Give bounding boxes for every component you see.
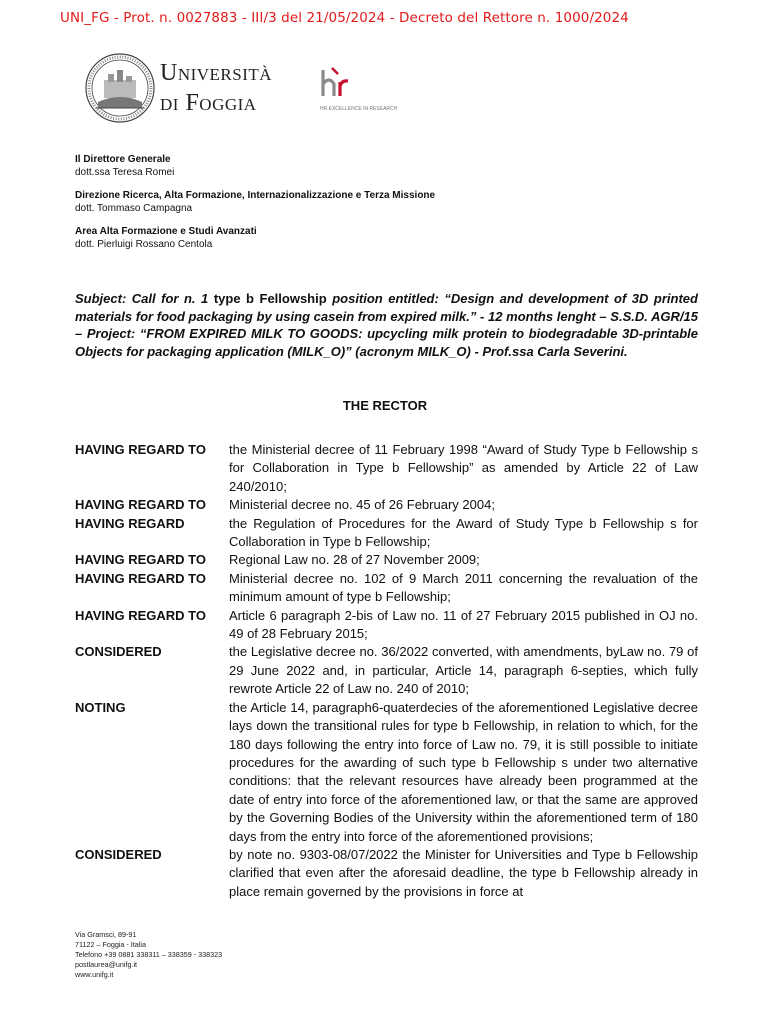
- office-person: dott. Pierluigi Rossano Centola: [75, 239, 213, 250]
- hr-caption: HR EXCELLENCE IN RESEARCH: [320, 106, 398, 112]
- letterhead-logos: [84, 52, 414, 122]
- university-name-line1: Università: [160, 60, 273, 86]
- footer-phone: Telefono +39 0881 338311 – 338359 - 338323: [75, 950, 223, 959]
- clause: [75, 570, 698, 607]
- office-person: dott. Tommaso Campagna: [75, 203, 193, 214]
- rector-heading: THE RECTOR: [342, 398, 428, 413]
- subject-part3: position entitled: “Design and development of 3D printed materials for food packaging by using casein from expired milk.” - 12 months lenght – S.S.D. AGR/15 – Project: “FROM EXPIRED MILK TO GOODS: upcycling milk protein to biodegradable 3D-printable Objects for packaging application (MILK_O)” (acronym MILK_O) - Prof.ssa Carla Severini.: [75, 291, 698, 359]
- clause-label: NOTING: [75, 699, 126, 715]
- clause: [75, 515, 698, 552]
- offices-block: [75, 153, 435, 261]
- clause-label: HAVING REGARD TO: [75, 552, 206, 568]
- office-person: dott.ssa Teresa Romei: [75, 167, 175, 178]
- footer-city: 71122 – Foggia - Italia: [75, 940, 146, 949]
- office-title: Direzione Ricerca, Alta Formazione, Internazionalizzazione e Terza Missione: [75, 190, 436, 201]
- office-entry: [75, 189, 435, 215]
- clause-label: HAVING REGARD TO: [75, 442, 206, 457]
- university-name-line2: di Foggia: [160, 90, 257, 116]
- clause-label: CONSIDERED: [75, 846, 162, 862]
- subject-part2: type b Fellowship: [213, 291, 327, 306]
- office-title: Area Alta Formazione e Studi Avanzati: [75, 226, 257, 237]
- clause: [75, 699, 698, 846]
- clause-text: Regional Law no. 28 of 27 November 2009;: [229, 552, 480, 568]
- subject-part1: Subject: Call for n. 1: [75, 291, 209, 306]
- clause: [75, 846, 698, 901]
- clause-label: HAVING REGARD TO: [75, 570, 206, 586]
- university-name: [160, 58, 272, 118]
- protocol-stamp: UNI_FG - Prot. n. 0027883 - III/3 del 21/05/2024 - Decreto del Rettore n. 1000/2024: [60, 10, 629, 26]
- footer-website: www.unifg.it: [75, 970, 114, 979]
- clause-text: the Article 14, paragraph6-quaterdecies of the aforementioned Legislative decree lays down the transitional rules for type b Fellowship, in relation to which, for the 180 days following the entry into force of Law no. 79, it is still possible to initiate procedures for the awarding of such type b Fellowship s under two alternative conditions: that the relevant resources have already been programmed at the date of entry into force of the aforementioned law, or that the same are approved by the Governing Bodies of the University within the aforementioned term of 180 days from the entry into force of the aforementioned provisions;: [229, 699, 698, 844]
- clause: [75, 607, 698, 644]
- clause-label: CONSIDERED: [75, 644, 162, 660]
- clause-text: the Ministerial decree of 11 February 1998 “Award of Study Type b Fellowship s for Collaboration in Type b Fellowship” as amended by Article 22 of Law 240/2010;: [229, 442, 698, 494]
- hr-excellence-logo-icon: [320, 66, 350, 100]
- footer-street: Via Gramsci, 89-91: [75, 930, 137, 939]
- office-entry: [75, 225, 435, 251]
- clause-label: HAVING REGARD TO: [75, 607, 206, 623]
- clause-text: Ministerial decree no. 45 of 26 February 2004;: [229, 497, 495, 513]
- clause: [75, 551, 698, 569]
- clauses-list: [75, 441, 698, 901]
- clause: [75, 441, 698, 496]
- clause: [75, 643, 698, 698]
- clause: [75, 496, 698, 514]
- clause-text: Article 6 paragraph 2-bis of Law no. 11 of 27 February 2015 published in OJ no. 49 of 28 February 2015;: [229, 607, 698, 642]
- clause-text: the Legislative decree no. 36/2022 converted, with amendments, byLaw no. 79 of 29 June 2022 and, in particular, Article 14, paragraph 6-septies, which fully rewrote Article 22 of Law no. 240 of 2010;: [229, 644, 698, 697]
- clause-label: HAVING REGARD: [75, 515, 185, 531]
- clause-text: by note no. 9303-08/07/2022 the Minister for Universities and Type b Fellowship clarified that even after the aforesaid deadline, the type b Fellowship already in place remain governed by the provisions in force at: [229, 846, 698, 899]
- clause-label: HAVING REGARD TO: [75, 497, 206, 513]
- footer-address: [75, 930, 222, 980]
- office-entry: [75, 153, 435, 179]
- clause-text: the Regulation of Procedures for the Award of Study Type b Fellowship s for Collaboration in Type b Fellowship;: [229, 515, 698, 550]
- subject-paragraph: [75, 290, 698, 360]
- footer-email: postlaurea@unifg.it: [75, 960, 138, 969]
- university-seal-icon: [84, 52, 156, 124]
- clause-text: Ministerial decree no. 102 of 9 March 2011 concerning the revaluation of the minimum amount of type b Fellowship;: [229, 570, 698, 605]
- office-title: Il Direttore Generale: [75, 154, 171, 165]
